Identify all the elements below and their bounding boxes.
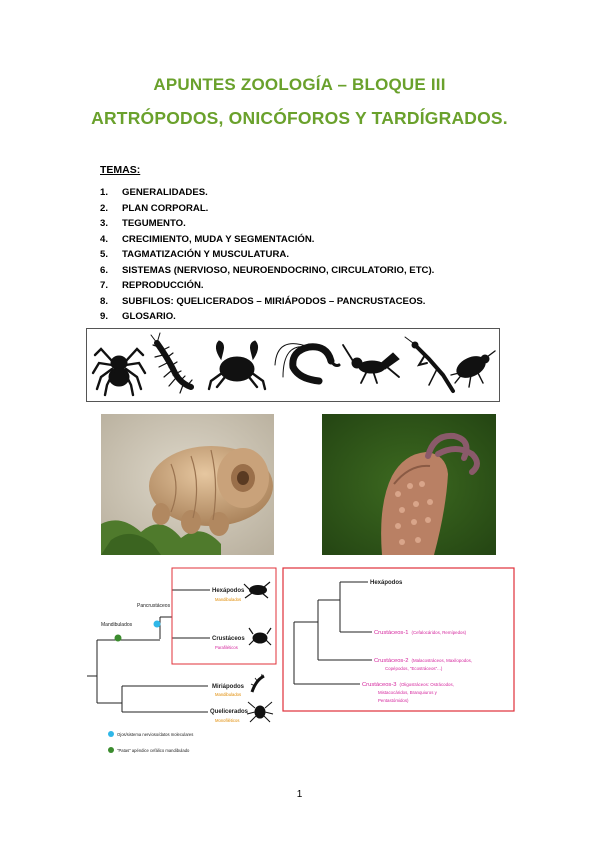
right-cladogram [294, 582, 372, 684]
quelicerados-label: Quelicerados [210, 709, 249, 715]
arthropod-silhouettes-strip [86, 328, 500, 402]
legend-cyan-dot [108, 731, 114, 737]
cricket-icon [343, 345, 399, 383]
legend-item-1: Ojos/sistema nervioso/datos moleculares [117, 732, 194, 737]
pancrustaceos-label: Pancrustáceos [137, 603, 171, 609]
miriapodos-label: Miriápodos [212, 684, 245, 690]
tardigrade-photo [101, 414, 274, 555]
centipede-icon [151, 333, 192, 393]
cladogram-figure [0, 560, 599, 770]
crab-icon [209, 341, 265, 389]
crustaceos-3-detail-b: Mistacocáridos, Branquiuros y [378, 690, 437, 695]
mandibulados-label: Mandibulados [101, 622, 133, 628]
crustaceos-3-detail-c: Pentastómidos) [378, 698, 409, 703]
list-item: 5. TAGMATIZACIÓN Y MUSCULATURA. [100, 249, 289, 260]
velvet-worm-photo [322, 414, 496, 555]
document-title: APUNTES ZOOLOGÍA – BLOQUE III [153, 75, 446, 94]
crustaceos-sublabel: Parafiléticos [215, 645, 238, 650]
dot-green-marker [115, 635, 122, 642]
temas-heading: TEMAS: [100, 164, 141, 176]
list-item: 7. REPRODUCCIÓN. [100, 280, 204, 291]
shrimp-icon [275, 344, 339, 381]
crustaceos-label: Crustáceos [212, 636, 245, 642]
crustaceos-2-detail: Copépodos, "Ecostráceos"...) [385, 666, 443, 671]
crustaceos-2-label: Crustáceos-2 (Malacostráceos, Maxilopodos, [374, 658, 473, 664]
crab-icon [249, 628, 271, 645]
mantis-icon [405, 337, 453, 391]
miriapodos-sublabel: Mandibulados [215, 692, 242, 697]
millipede-icon [251, 674, 264, 692]
dot-cyan-marker [154, 621, 161, 628]
page-number: 1 [296, 789, 303, 800]
hexapodos-label: Hexápodos [212, 588, 245, 594]
legend-green-dot [108, 747, 114, 753]
list-item: 2. PLAN CORPORAL. [100, 202, 209, 214]
quelicerados-sublabel: Monofiléticos [215, 718, 240, 723]
list-item: 8. SUBFILOS: QUELICERADOS – MIRIÁPODOS – PANCRUSTACEOS. [100, 295, 426, 307]
list-item: 9. GLOSARIO. [100, 311, 176, 322]
list-item: 1. GENERALIDADES. [100, 187, 208, 198]
legend-item-2: "Patas" apéndice cefálico mandibulado [117, 748, 190, 753]
right-hexapodos-label: Hexápodos [370, 580, 403, 586]
spider-icon [247, 702, 273, 722]
crustaceos-1-label: Crustáceos-1 (Cefalocáridos, Remípedos) [374, 630, 467, 636]
document-subtitle: ARTRÓPODOS, ONICÓFOROS Y TARDÍGRADOS. [91, 108, 508, 128]
list-item: 6. SISTEMAS (NERVIOSO, NEUROENDOCRINO, CIRCULATORIO, ETC). [100, 264, 435, 276]
list-item: 3. TEGUMENTO. [100, 218, 186, 229]
temas-list [100, 185, 434, 325]
crustaceos-3-label: Crustáceos-3 (Oligostráceos: Ostrácodos, [362, 682, 454, 688]
beetle-icon [451, 351, 495, 387]
spider-icon [93, 349, 145, 395]
hexapod-icon [244, 582, 270, 598]
list-item: 4. CRECIMIENTO, MUDA Y SEGMENTACIÓN. [100, 233, 315, 245]
hexapodos-sublabel: Mandibulados [215, 597, 242, 602]
